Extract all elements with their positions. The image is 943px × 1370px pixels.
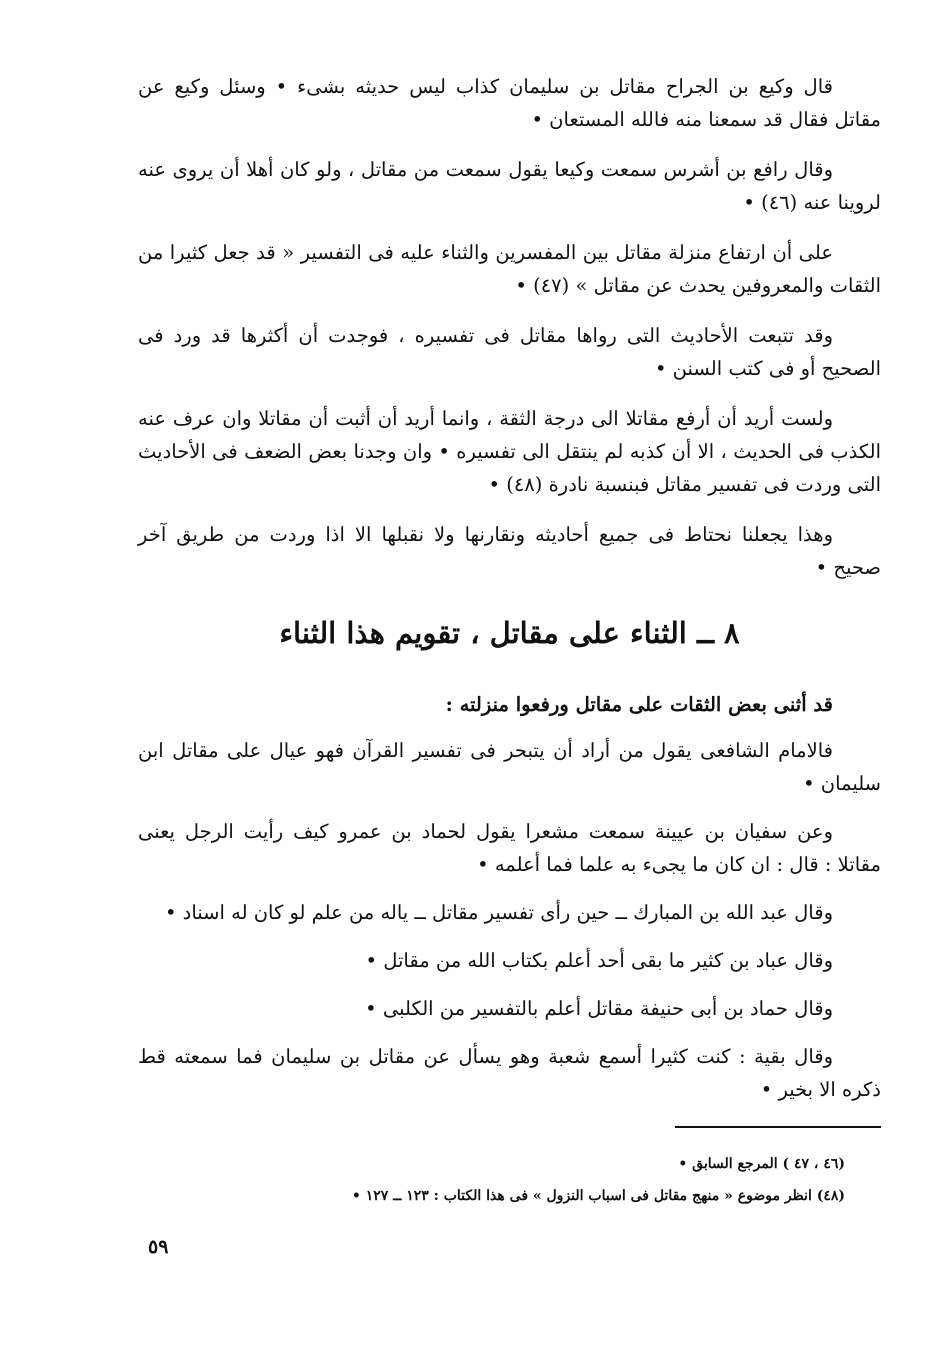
paragraph-baqiyya: وقال بقية : كنت كثيرا أسمع شعبة وهو يسأل عن مقاتل بن سليمان فما سمعته قط ذكره الا بخير • [138, 1045, 881, 1101]
paragraph-sufyan: وعن سفيان بن عيينة سمعت مشعرا يقول لحماد بن عمرو كيف رأيت الرجل يعنى مقاتلا : قال : ان كان ما يجىء به علما فما أعلمه • [138, 820, 881, 876]
paragraph-shafii: فالامام الشافعى يقول من أراد أن يتبحر فى تفسير القرآن فهو عيال على مقاتل ابن سليمان • [138, 739, 881, 795]
section-intro: قد أثنى بعض الثقات على مقاتل ورفعوا منزلته : [445, 693, 833, 716]
paragraph-rafi: وقال رافع بن أشرس سمعت وكيعا يقول سمعت من مقاتل ، ولو كان أهلا أن يروى عنه لروينا عنه (٤٦) • [138, 158, 881, 214]
paragraph-status: على أن ارتفاع منزلة مقاتل بين المفسرين والثناء عليه فى التفسير « قد جعل كثيرا من الثقات والمعروفين يحدث عن مقاتل » (٤٧) • [138, 241, 881, 297]
footnote-46-47: (٤٦ ، ٤٧ ) المرجع السابق • [678, 1156, 845, 1172]
paragraph-waki: قال وكيع بن الجراح مقاتل بن سليمان كذاب ليس حديثه بشىء • وسئل وكيع عن مقاتل فقال قد سمعنا منه فالله المستعان • [138, 75, 881, 131]
paragraph-ibn-mubarak: وقال عبد الله بن المبارك ــ حين رأى تفسير مقاتل ــ ياله من علم لو كان له اسناد • [164, 901, 833, 924]
paragraph-hammad: وقال حماد بن أبى حنيفة مقاتل أعلم بالتفسير من الكلبى • [365, 997, 833, 1020]
footnote-divider [675, 1126, 881, 1128]
paragraph-hadiths: وقد تتبعت الأحاديث التى رواها مقاتل فى تفسيره ، فوجدت أن أكثرها قد ورد فى الصحيح أو فى كتب السنن • [138, 324, 881, 380]
paragraph-abbad: وقال عباد بن كثير ما بقى أحد أعلم بكتاب الله من مقاتل • [365, 949, 833, 972]
footnote-48: (٤٨) انظر موضوع « منهج مقاتل فى اسباب النزول » فى هذا الكتاب : ١٢٣ ــ ١٢٧ • [351, 1188, 845, 1204]
section-body [138, 688, 881, 1121]
body-text [138, 70, 881, 601]
page-number: ٥٩ [148, 1236, 169, 1258]
footnotes [138, 1150, 881, 1214]
section-heading: ٨ ــ الثناء على مقاتل ، تقويم هذا الثناء [279, 616, 740, 650]
paragraph-reliability: ولست أريد أن أرفع مقاتلا الى درجة الثقة ، وانما أريد أن أثبت أن مقاتلا وان عرف عنه الكذب فى الحديث ، الا أن كذبه لم ينتقل الى تفسيره • وان وجدنا بعض الضعف فى الأحاديث التى وردت فى تفسير مقاتل فبنسبة نادرة (٤٨) • [138, 407, 881, 496]
paragraph-caution: وهذا يجعلنا نحتاط فى جميع أحاديثه ونقارنها ولا نقبلها الا اذا وردت من طريق آخر صحيح • [138, 523, 881, 579]
